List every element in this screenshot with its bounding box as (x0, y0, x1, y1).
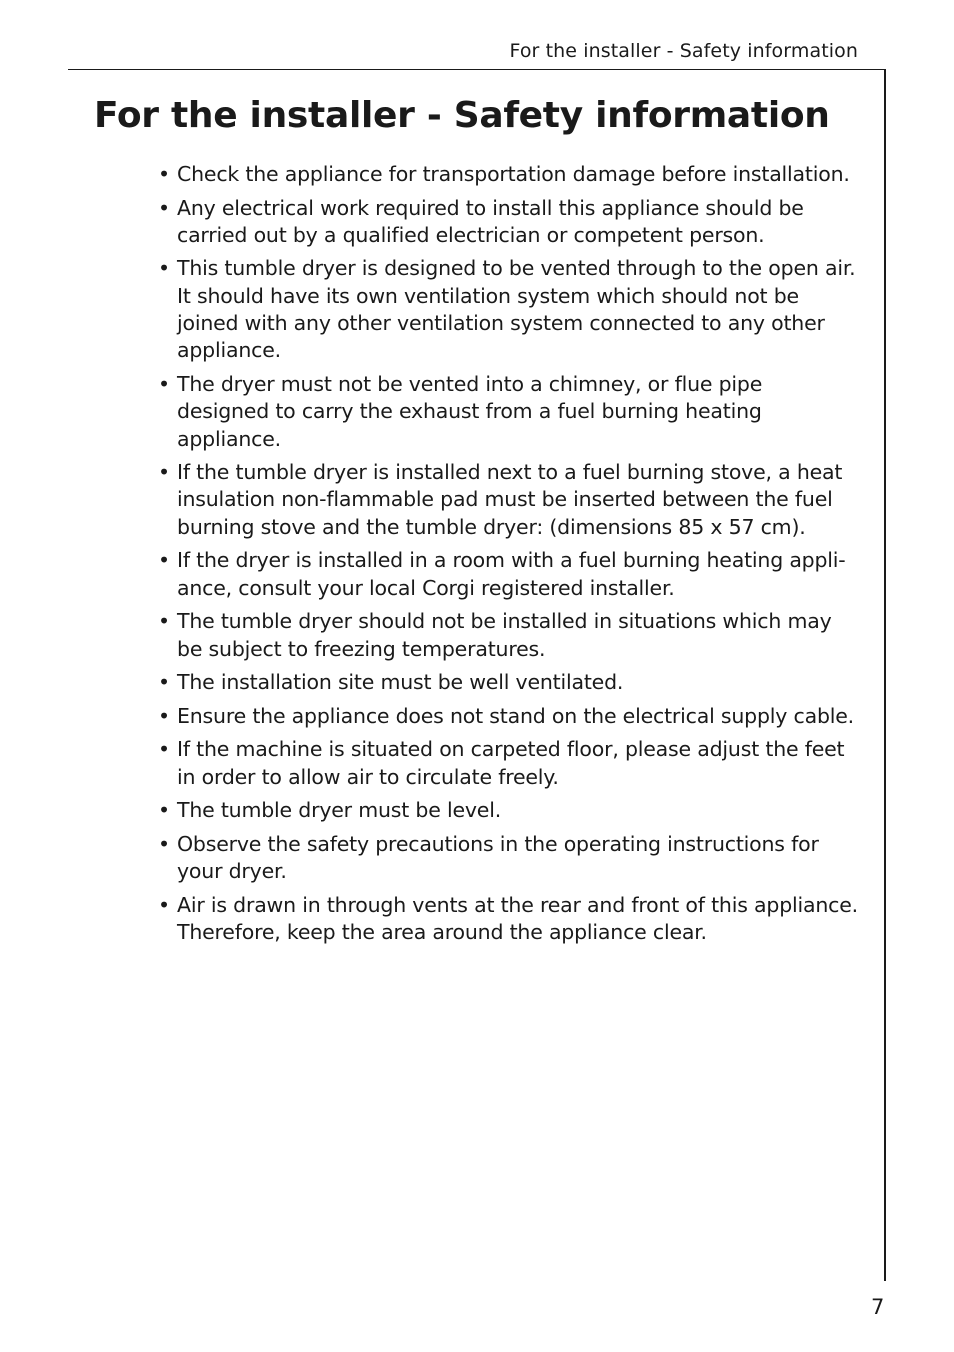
page-number: 7 (871, 1295, 885, 1319)
bullet-icon: • (158, 737, 170, 762)
bullet-icon: • (158, 798, 170, 823)
bullet-icon: • (158, 162, 170, 186)
list-item (158, 703, 858, 730)
list-item-text: The tumble dryer should not be installed in situations which may be subject to freezing temperatures. (177, 609, 832, 661)
bullet-icon: • (158, 670, 170, 695)
running-header: For the installer - Safety information (509, 40, 858, 62)
list-item (158, 736, 858, 791)
list-item-text: If the tumble dryer is installed next to a fuel burning stove, a heat insulation non-flammable pad must be inserted between the fuel burning stove and the tumble dryer: (dimensions 85 x 57 cm). (177, 460, 843, 539)
bullet-icon: • (158, 195, 170, 220)
list-item (158, 459, 858, 541)
header-rule (68, 69, 886, 70)
page-title: For the installer - Safety information (94, 95, 830, 136)
bullet-icon: • (158, 460, 170, 485)
list-item (158, 892, 858, 947)
bullet-icon: • (158, 371, 170, 396)
bullet-icon: • (158, 703, 170, 728)
list-item (158, 161, 858, 188)
list-item-text: If the dryer is installed in a room with a fuel burning heating appli-ance, consult your local Corgi registered installer. (177, 548, 846, 600)
bullet-icon: • (158, 892, 170, 917)
bullet-icon: • (158, 831, 170, 856)
list-item-text: The tumble dryer must be level. (177, 798, 502, 823)
list-item (158, 797, 858, 824)
list-item (158, 195, 858, 250)
list-item-text: Air is drawn in through vents at the rear and front of this appliance. Therefore, keep the area around the appliance clear. (177, 892, 858, 944)
list-item-text: Check the appliance for transportation damage before installation. (177, 162, 850, 186)
list-item (158, 255, 858, 364)
list-item (158, 608, 858, 663)
list-item-text: Any electrical work required to install this appliance should be carried out by a qualified electrician or competent person. (177, 195, 804, 247)
list-item (158, 831, 858, 886)
bullet-icon: • (158, 256, 170, 281)
bullet-icon: • (158, 609, 170, 634)
list-item-text: The dryer must not be vented into a chimney, or flue pipe designed to carry the exhaust from a fuel burning heating appliance. (177, 371, 763, 451)
bullet-icon: • (158, 548, 170, 573)
list-item (158, 547, 858, 602)
list-item (158, 669, 858, 696)
safety-bullet-list (158, 161, 858, 953)
list-item-text: This tumble dryer is designed to be vented through to the open air. It should have its own ventilation system which should not be joined with any other ventilation system connected to any other appliance. (177, 256, 856, 363)
list-item-text: Observe the safety precautions in the operating instructions for your dryer. (177, 831, 819, 884)
list-item-text: Ensure the appliance does not stand on the electrical supply cable. (177, 703, 854, 728)
list-item-text: If the machine is situated on carpeted floor, please adjust the feet in order to allow air to circulate freely. (177, 737, 845, 789)
list-item (158, 371, 858, 453)
list-item-text: The installation site must be well ventilated. (177, 670, 624, 695)
side-rule (884, 69, 886, 1281)
